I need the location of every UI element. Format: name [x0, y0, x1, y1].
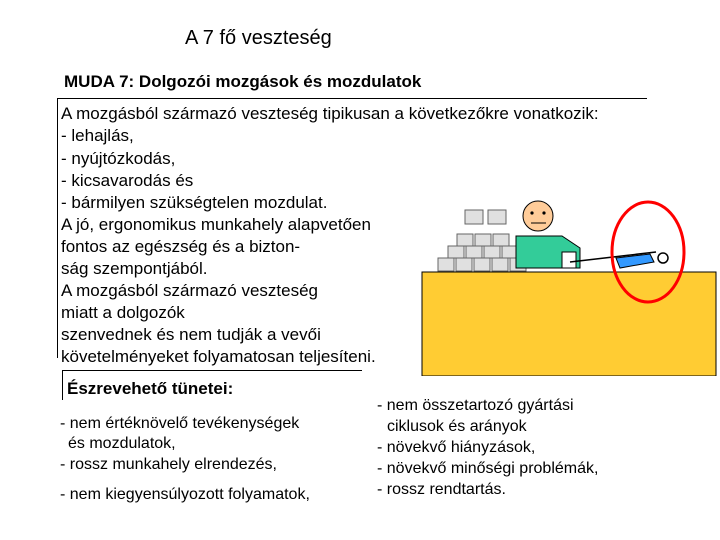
- body-line: - nyújtózkodás,: [61, 149, 176, 168]
- body-line: szenvednek és nem tudják a vevői: [61, 325, 321, 344]
- body-line: A mozgásból származó veszteség tipikusan a következőkre vonatkozik:: [61, 104, 599, 123]
- symptoms-label: Észrevehető tünetei:: [62, 370, 362, 400]
- symptom-right-item: - nem összetartozó gyártási: [377, 397, 574, 414]
- symptom-right-item: - növekvő minőségi problémák,: [377, 460, 599, 477]
- box-stack-icon: [438, 210, 526, 271]
- body-line: követelményeket folyamatosan teljesíteni.: [61, 347, 376, 366]
- page-title: A 7 fő veszteség: [185, 27, 332, 49]
- worker-icon: [516, 201, 668, 268]
- body-line: - bármilyen szükségtelen mozdulat.: [61, 193, 328, 212]
- symptom-right-item: - rossz rendtartás.: [377, 481, 506, 498]
- symptom-right-item: - növekvő hiányzások,: [377, 439, 536, 456]
- symptom-left-item: - nem értéknövelő tevékenységek: [60, 415, 300, 432]
- symptom-left-item: - nem kiegyensúlyozott folyamatok,: [60, 486, 310, 503]
- body-line: - kicsavarodás és: [61, 171, 194, 190]
- body-line: miatt a dolgozók: [61, 303, 185, 322]
- body-line: A jó, ergonomikus munkahely alapvetően: [61, 215, 371, 234]
- symptom-left-item: és mozdulatok,: [68, 435, 176, 452]
- body-line: - lehajlás,: [61, 126, 134, 145]
- body-line: A mozgásból származó veszteség: [61, 281, 319, 300]
- body-line: ság szempontjából.: [61, 259, 208, 278]
- symptom-right-item: ciklusok és arányok: [387, 418, 527, 435]
- page-subtitle: MUDA 7: Dolgozói mozgások és mozdulatok: [64, 72, 422, 91]
- worker-illustration: [420, 196, 720, 376]
- symptom-left-item: - rossz munkahely elrendezés,: [60, 456, 277, 473]
- body-line: fontos az egészség és a bizton-: [61, 237, 301, 256]
